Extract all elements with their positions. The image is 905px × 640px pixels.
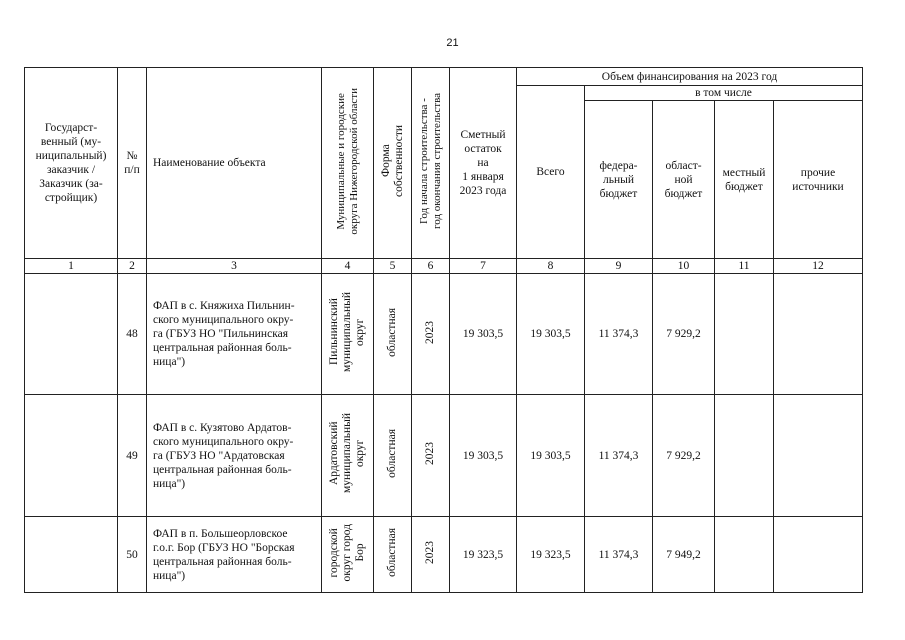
cell-local	[715, 274, 774, 395]
cell-regional: 7 929,2	[653, 274, 715, 395]
cell-ownership	[374, 517, 412, 593]
cell-municipal-district-text: городской округ город Бор	[328, 523, 366, 582]
header-years-text: Год начала строительства - год окончания строительства	[417, 93, 443, 229]
cell-total: 19 303,5	[517, 395, 585, 517]
header-estimated-balance: Сметный остаток на 1 января 2023 года	[450, 68, 517, 259]
column-number: 9	[585, 259, 653, 274]
header-funding-volume: Объем финансирования на 2023 год	[517, 68, 863, 86]
cell-ownership-text: областная	[386, 307, 398, 357]
header-customer: Государст- венный (му- ниципальный) заказчик / Заказчик (за- стройщик)	[25, 68, 118, 259]
financing-table	[24, 67, 863, 593]
header-ownership-text: Форма собственности	[379, 125, 405, 197]
column-number: 8	[517, 259, 585, 274]
cell-number: 48	[118, 274, 147, 395]
cell-municipal-district-text: Ардатовский муниципальный округ	[328, 413, 366, 494]
cell-total: 19 323,5	[517, 517, 585, 593]
cell-number: 49	[118, 395, 147, 517]
header-object-name: Наименование объекта	[147, 68, 322, 259]
cell-years-text: 2023	[424, 541, 436, 564]
table-row	[25, 274, 863, 395]
column-number: 5	[374, 259, 412, 274]
cell-other	[774, 517, 863, 593]
cell-object-name: ФАП в п. Большеорловское г.о.г. Бор (ГБУЗ НО "Борская центральная районная боль- ница")	[147, 517, 322, 593]
column-number: 4	[322, 259, 374, 274]
cell-federal: 11 374,3	[585, 395, 653, 517]
cell-years	[412, 395, 450, 517]
header-row-1	[25, 68, 863, 86]
column-number: 7	[450, 259, 517, 274]
header-local: местный бюджет	[715, 101, 774, 259]
cell-local	[715, 395, 774, 517]
cell-ownership-text: областная	[386, 429, 398, 478]
cell-estimated-balance: 19 303,5	[450, 395, 517, 517]
header-municipal-district-text: Муниципальные и городские округа Нижегородской области	[334, 87, 360, 235]
cell-years	[412, 274, 450, 395]
cell-local	[715, 517, 774, 593]
header-years	[412, 68, 450, 259]
cell-total: 19 303,5	[517, 274, 585, 395]
header-number: № п/п	[118, 68, 147, 259]
column-number: 2	[118, 259, 147, 274]
cell-federal: 11 374,3	[585, 517, 653, 593]
cell-municipal-district	[322, 517, 374, 593]
column-number: 6	[412, 259, 450, 274]
cell-other	[774, 395, 863, 517]
cell-federal: 11 374,3	[585, 274, 653, 395]
cell-customer	[25, 274, 118, 395]
cell-estimated-balance: 19 303,5	[450, 274, 517, 395]
cell-customer	[25, 395, 118, 517]
table-row	[25, 395, 863, 517]
cell-municipal-district	[322, 395, 374, 517]
cell-municipal-district-text: Пильнинский муниципальный округ	[328, 291, 366, 373]
header-other: прочие источники	[774, 101, 863, 259]
cell-ownership-text: областная	[386, 528, 398, 577]
page-number: 21	[446, 37, 459, 49]
header-ownership	[374, 68, 412, 259]
cell-other	[774, 274, 863, 395]
cell-ownership	[374, 395, 412, 517]
column-number: 12	[774, 259, 863, 274]
cell-years-text: 2023	[424, 320, 436, 344]
cell-estimated-balance: 19 323,5	[450, 517, 517, 593]
header-total: Всего	[517, 86, 585, 259]
column-number-row	[25, 259, 863, 274]
header-municipal-district	[322, 68, 374, 259]
cell-regional: 7 949,2	[653, 517, 715, 593]
cell-object-name: ФАП в с. Княжиха Пильнин- ского муниципального окру- га (ГБУЗ НО "Пильнинская центральная районная боль- ница")	[147, 274, 322, 395]
cell-customer	[25, 517, 118, 593]
column-number: 11	[715, 259, 774, 274]
column-number: 3	[147, 259, 322, 274]
table-row	[25, 517, 863, 593]
cell-ownership	[374, 274, 412, 395]
cell-regional: 7 929,2	[653, 395, 715, 517]
header-regional: област- ной бюджет	[653, 101, 715, 259]
header-federal: федера- льный бюджет	[585, 101, 653, 259]
cell-years-text: 2023	[424, 442, 436, 465]
cell-years	[412, 517, 450, 593]
cell-object-name: ФАП в с. Кузятово Ардатов- ского муниципального окру- га (ГБУЗ НО "Ардатовская центральная районная боль- ница")	[147, 395, 322, 517]
column-number: 1	[25, 259, 118, 274]
header-including: в том числе	[585, 86, 863, 101]
column-number: 10	[653, 259, 715, 274]
cell-municipal-district	[322, 274, 374, 395]
cell-number: 50	[118, 517, 147, 593]
